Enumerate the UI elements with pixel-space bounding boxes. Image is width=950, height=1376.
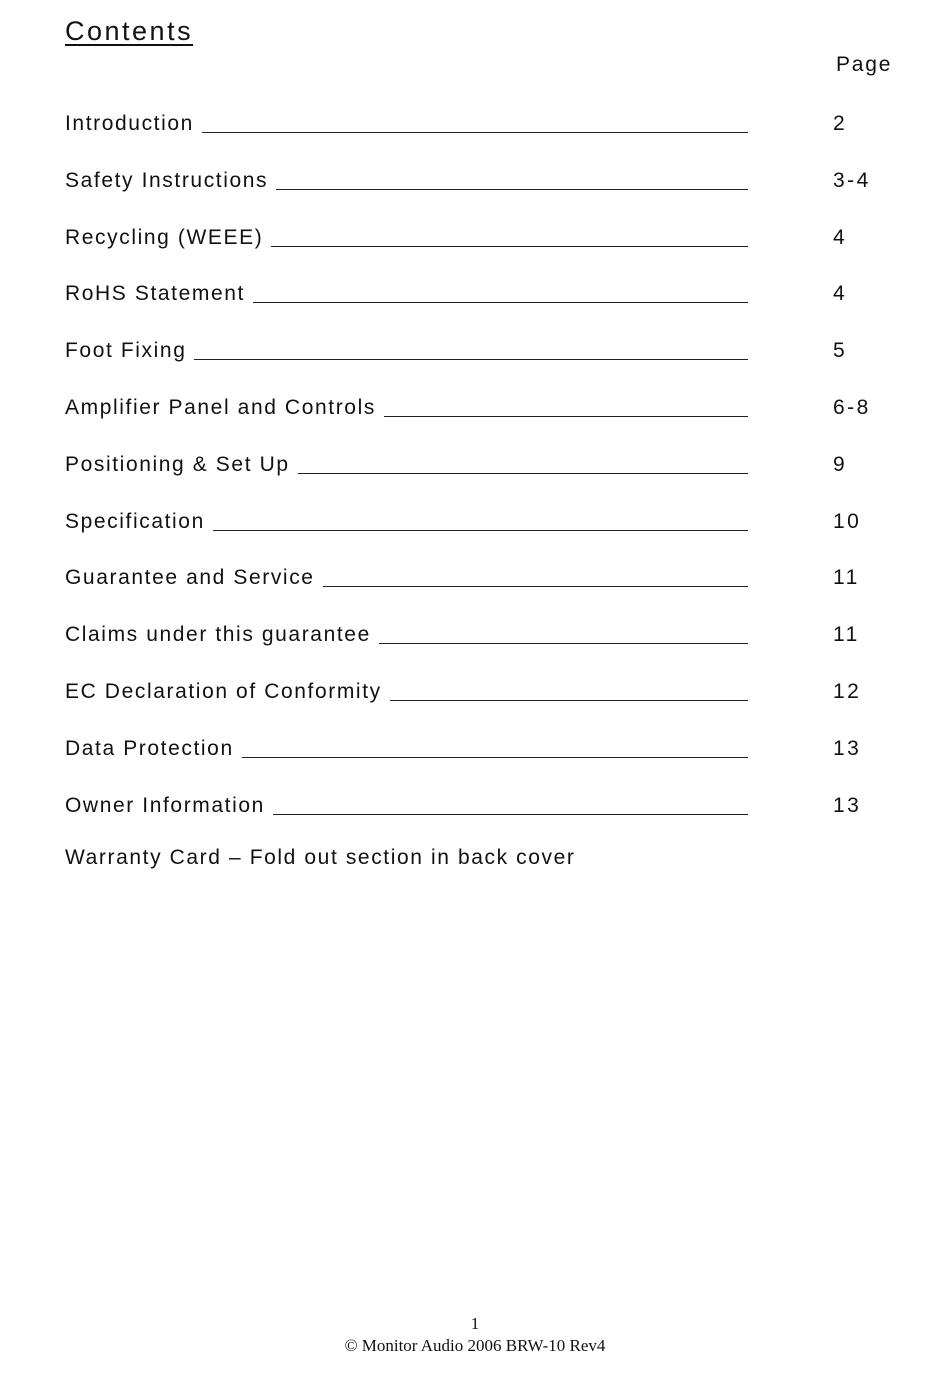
toc-leader-line: [298, 472, 748, 474]
toc-entry-page: 4: [833, 282, 848, 306]
toc-entry-page: 10: [833, 509, 862, 533]
toc-entry: [65, 333, 875, 363]
toc-entry: [65, 276, 875, 306]
toc-entry-title: Amplifier Panel and Controls: [65, 396, 376, 419]
toc-leader-line: [194, 358, 748, 360]
toc-leader-line: [271, 245, 748, 247]
toc-entry-page: 13: [833, 736, 862, 760]
toc-entry-title: Safety Instructions: [65, 168, 269, 192]
toc-entry-title: Specification: [65, 509, 205, 533]
toc-entry: [65, 560, 875, 590]
toc-entry: [65, 788, 875, 818]
toc-entry-title: EC Declaration of Conformity: [65, 680, 382, 703]
toc-leader-line: [213, 529, 748, 531]
toc-leader-line: [253, 301, 748, 303]
toc-entry-page: 11: [833, 623, 860, 647]
toc-entry: [65, 390, 875, 420]
toc-entry-title: Foot Fixing: [65, 339, 187, 363]
toc-entry-page: 3-4: [833, 168, 871, 192]
toc-entry-page: 12: [833, 680, 862, 703]
toc-entry-page: 11: [833, 566, 860, 590]
toc-entry: [65, 731, 875, 761]
toc-leader-line: [276, 188, 748, 190]
toc-entry: [65, 447, 875, 477]
toc-entry-page: 6-8: [833, 396, 871, 419]
toc-leader-line: [202, 131, 748, 133]
toc-entry: [65, 674, 875, 704]
toc-entry-title: Claims under this guarantee: [65, 623, 371, 647]
toc-entry-page: 4: [833, 225, 848, 249]
toc-entry: [65, 106, 875, 136]
toc-entry-page: 5: [833, 339, 848, 363]
toc-entry-title: Data Protection: [65, 736, 234, 760]
toc-entry-title: Guarantee and Service: [65, 566, 315, 590]
toc-leader-line: [390, 699, 748, 701]
toc-entry-title: Recycling (WEEE): [65, 225, 264, 249]
page-title: Contents: [65, 16, 194, 46]
toc-leader-line: [273, 813, 748, 815]
toc-leader-line: [379, 642, 748, 644]
toc-entry-title: Introduction: [65, 112, 194, 135]
warranty-note: Warranty Card – Fold out section in back cover: [65, 846, 576, 869]
toc-leader-line: [384, 415, 748, 417]
toc-leader-line: [323, 585, 748, 587]
toc-entry-title: RoHS Statement: [65, 282, 245, 306]
toc-entry-title: Owner Information: [65, 793, 265, 817]
toc-entry-page: 2: [833, 112, 848, 135]
footer-copyright: © Monitor Audio 2006 BRW-10 Rev4: [344, 1336, 606, 1355]
toc-entry-title: Positioning & Set Up: [65, 452, 290, 476]
toc-entry: [65, 617, 875, 647]
page-column-label: Page: [836, 53, 893, 76]
toc-entry-page: 13: [833, 793, 862, 817]
toc-entry: [65, 504, 875, 534]
footer-page-number: 1: [470, 1314, 480, 1333]
toc-leader-line: [242, 756, 748, 758]
toc-entry-page: 9: [833, 452, 848, 476]
toc-entry: [65, 163, 875, 193]
toc-entry: [65, 220, 875, 250]
